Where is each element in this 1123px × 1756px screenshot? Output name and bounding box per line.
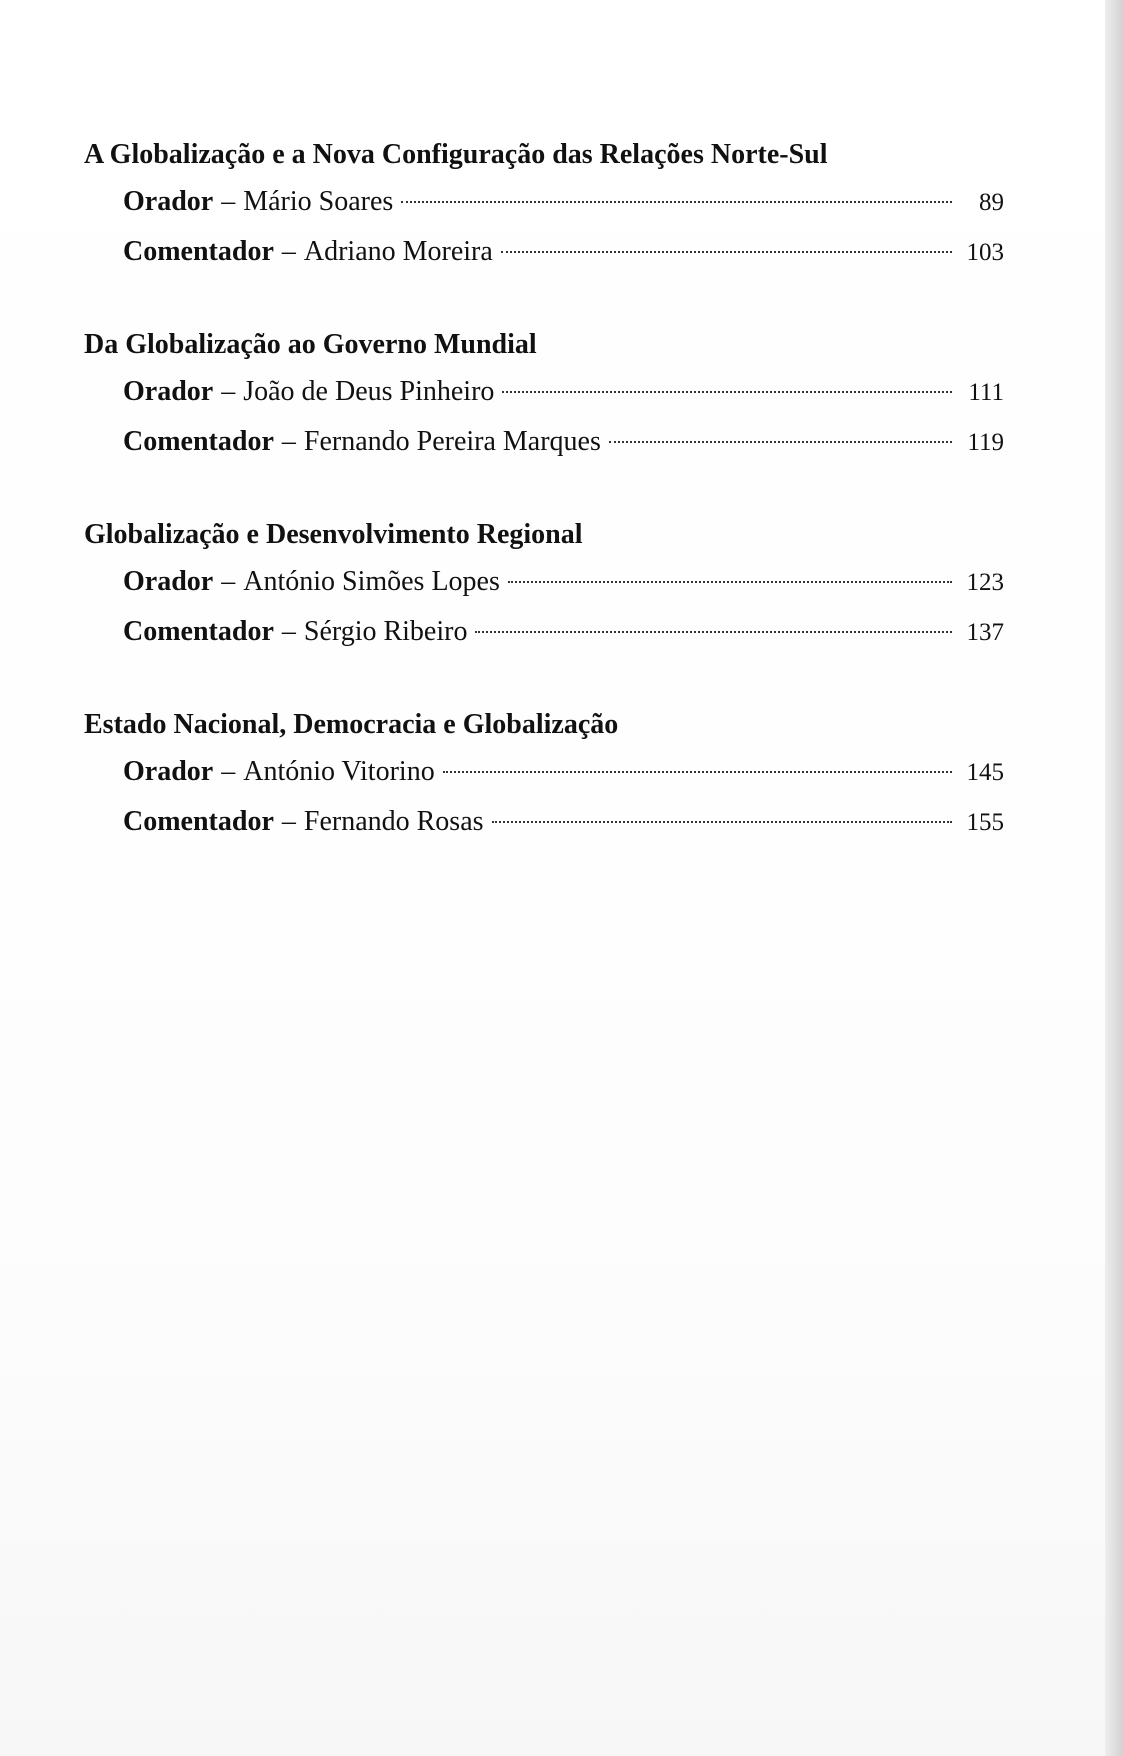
entry-name: João de Deus Pinheiro xyxy=(243,376,495,407)
entry-dash: – xyxy=(281,806,296,837)
toc-section xyxy=(84,513,1004,657)
dot-leader xyxy=(609,441,952,443)
dot-leader xyxy=(508,581,952,583)
section-title: Da Globalização ao Governo Mundial xyxy=(84,329,537,360)
entry-role: Orador xyxy=(123,186,214,217)
toc-entry xyxy=(123,557,1004,607)
entry-name: António Vitorino xyxy=(243,756,435,787)
dot-leader xyxy=(502,391,952,393)
entry-dash: – xyxy=(221,566,236,597)
entry-role: Comentador xyxy=(123,236,274,267)
entry-page-number: 111 xyxy=(968,379,1004,406)
section-title: A Globalização e a Nova Configuração das Relações Norte-Sul xyxy=(84,139,828,170)
entry-name: António Simões Lopes xyxy=(243,566,500,597)
entry-role: Orador xyxy=(123,756,214,787)
toc-entry xyxy=(123,607,1004,657)
entry-page-number: 137 xyxy=(966,619,1004,646)
toc-entry xyxy=(123,367,1004,417)
entry-dash: – xyxy=(281,616,296,647)
table-of-contents xyxy=(84,133,1004,893)
entry-page-number: 103 xyxy=(966,239,1004,266)
entry-page-number: 89 xyxy=(979,189,1004,216)
entry-dash: – xyxy=(221,756,236,787)
entry-role: Orador xyxy=(123,376,214,407)
entry-dash: – xyxy=(221,186,236,217)
entry-role: Comentador xyxy=(123,426,274,457)
section-title: Globalização e Desenvolvimento Regional xyxy=(84,519,583,550)
entry-dash: – xyxy=(221,376,236,407)
entry-name: Sérgio Ribeiro xyxy=(303,616,468,647)
toc-section xyxy=(84,323,1004,467)
entry-dash: – xyxy=(281,236,296,267)
entry-name: Adriano Moreira xyxy=(303,236,493,267)
entry-role: Comentador xyxy=(123,616,274,647)
entry-role: Comentador xyxy=(123,806,274,837)
entry-page-number: 155 xyxy=(966,809,1004,836)
dot-leader xyxy=(501,251,952,253)
toc-section xyxy=(84,703,1004,847)
dot-leader xyxy=(475,631,952,633)
entry-role: Orador xyxy=(123,566,214,597)
toc-entry xyxy=(123,417,1004,467)
entry-page-number: 119 xyxy=(967,429,1004,456)
entry-name: Fernando Pereira Marques xyxy=(303,426,601,457)
toc-entry xyxy=(123,797,1004,847)
dot-leader xyxy=(401,201,952,203)
entry-page-number: 145 xyxy=(966,759,1004,786)
toc-entry xyxy=(123,747,1004,797)
toc-entry xyxy=(123,177,1004,227)
page-edge-shadow xyxy=(1105,0,1123,1756)
dot-leader xyxy=(492,821,952,823)
entry-page-number: 123 xyxy=(966,569,1004,596)
entry-name: Mário Soares xyxy=(243,186,394,217)
dot-leader xyxy=(443,771,952,773)
section-title: Estado Nacional, Democracia e Globalização xyxy=(84,709,619,740)
entry-dash: – xyxy=(281,426,296,457)
entry-name: Fernando Rosas xyxy=(303,806,484,837)
toc-section xyxy=(84,133,1004,277)
toc-entry xyxy=(123,227,1004,277)
